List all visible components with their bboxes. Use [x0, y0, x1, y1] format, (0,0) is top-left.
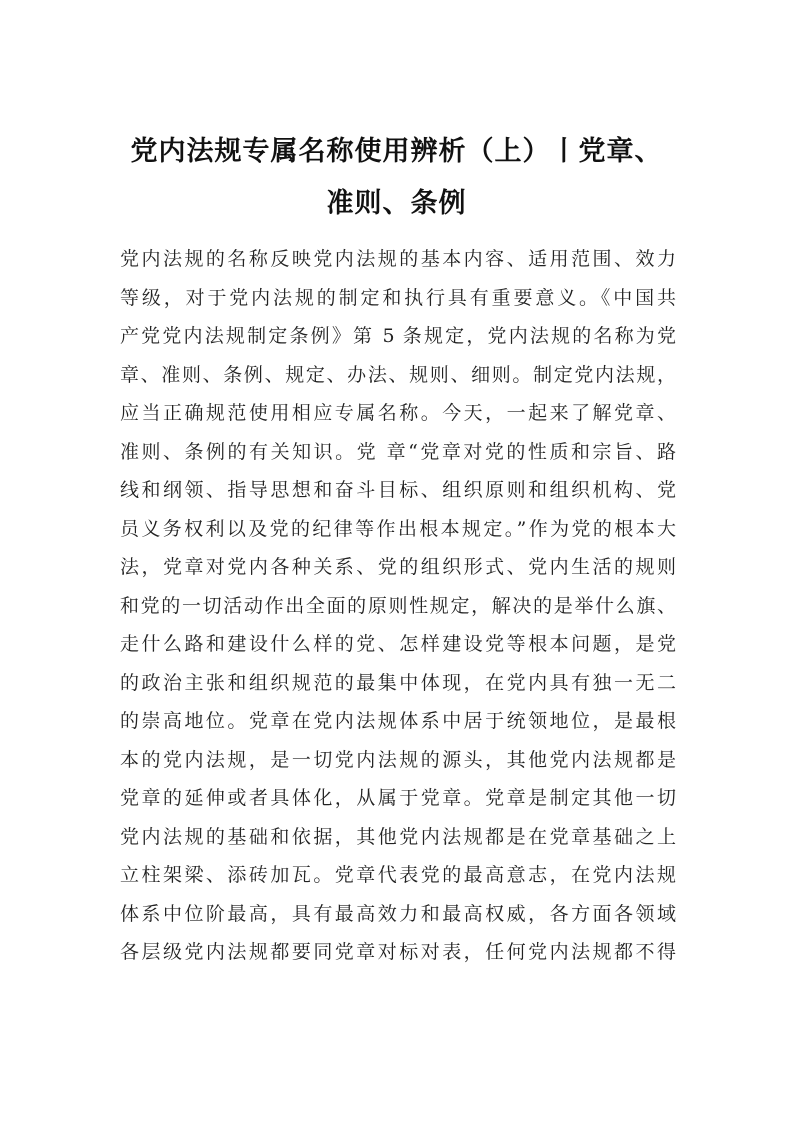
title-line-1: 党内法规专属名称使用辨析（上）丨党章、 — [130, 136, 663, 167]
body-line: 应当正确规范使用相应专属名称。今天，一起来了解党章、 — [120, 402, 676, 424]
body-line: 党内法规的基础和依据，其他党内法规都是在党章基础之上 — [120, 825, 676, 848]
body-line: 和党的一切活动作出全面的原则性规定，解决的是举什么旗、 — [120, 594, 676, 617]
body-line: 各层级党内法规都要同党章对标对表，任何党内法规都不得 — [120, 941, 676, 963]
body-line: 产党党内法规制定条例》第 5 条规定，党内法规的名称为党 — [120, 325, 676, 347]
body-paragraph — [120, 240, 676, 972]
body-line: 的崇高地位。党章在党内法规体系中居于统领地位，是最根 — [120, 710, 676, 732]
body-line: 章、准则、条例、规定、办法、规则、细则。制定党内法规， — [120, 363, 676, 386]
body-line: 线和纲领、指导思想和奋斗目标、组织原则和组织机构、党 — [120, 479, 676, 501]
body-line: 党内法规的名称反映党内法规的基本内容、适用范围、效力 — [120, 248, 676, 270]
body-line: 党章的延伸或者具体化，从属于党章。党章是制定其他一切 — [120, 787, 676, 809]
body-line: 本的党内法规，是一切党内法规的源头，其他党内法规都是 — [120, 748, 676, 771]
body-line: 准则、条例的有关知识。党 章“党章对党的性质和宗旨、路 — [120, 440, 676, 463]
body-line: 的政治主张和组织规范的最集中体现，在党内具有独一无二 — [120, 671, 676, 694]
body-line: 等级，对于党内法规的制定和执行具有重要意义。《中国共 — [120, 286, 676, 309]
body-line: 体系中位阶最高，具有最高效力和最高权威，各方面各领域 — [120, 902, 676, 925]
title-line-2: 准则、条例 — [326, 188, 467, 219]
body-line: 员义务权利以及党的纪律等作出根本规定。”作为党的根本大 — [120, 517, 676, 540]
body-line: 立柱架梁、添砖加瓦。党章代表党的最高意志，在党内法规 — [120, 864, 676, 886]
body-line: 法，党章对党内各种关系、党的组织形式、党内生活的规则 — [120, 556, 676, 578]
body-line: 走什么路和建设什么样的党、怎样建设党等根本问题，是党 — [120, 633, 676, 655]
document-title — [100, 126, 693, 230]
